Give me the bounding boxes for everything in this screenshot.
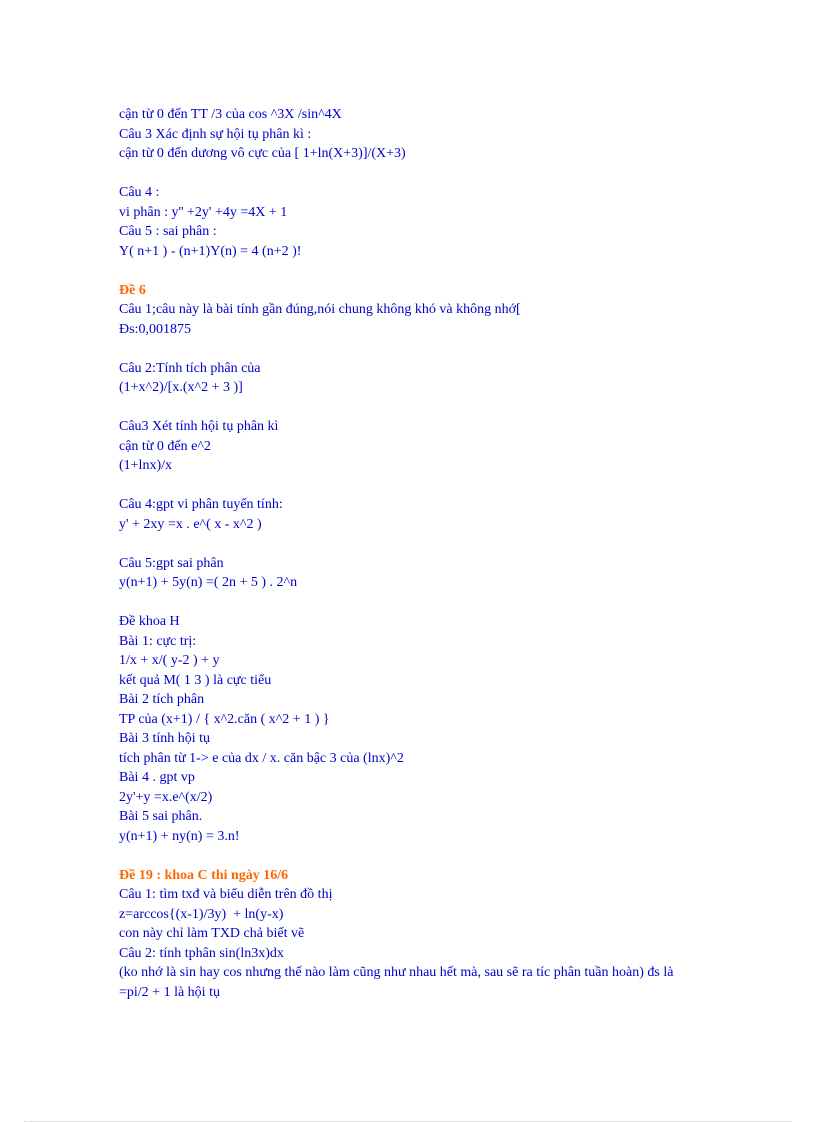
- text-line: TP của (x+1) / { x^2.căn ( x^2 + 1 ) }: [119, 711, 330, 727]
- text-line: Câu 4:gpt vi phân tuyến tính:: [119, 497, 283, 512]
- text-line: (1+x^2)/[x.(x^2 + 3 )]: [119, 380, 243, 395]
- text-line: Câu3 Xét tính hội tụ phân kì: [119, 419, 279, 434]
- text-line: Bài 5 sai phân.: [119, 809, 203, 824]
- text-line: y' + 2xy =x . e^( x - x^2 ): [119, 516, 262, 532]
- section-title-khoa-h: Đề khoa H: [119, 614, 180, 629]
- text-line: vi phân : y'' +2y' +4y =4X + 1: [119, 204, 288, 220]
- spacer: [119, 339, 779, 359]
- text-line: Câu 3 Xác định sự hội tụ phân kì :: [119, 126, 312, 142]
- text-line: Bài 1: cực trị:: [119, 633, 197, 649]
- text-line: Câu 4 :: [119, 185, 160, 200]
- text-line: Bài 2 tích phân: [119, 692, 205, 707]
- spacer: [119, 534, 779, 554]
- document-body: [119, 105, 779, 1002]
- text-line: tích phân từ 1-> e của dx / x. căn bậc 3 của (lnx)^2: [119, 750, 404, 766]
- text-line: Câu 5 : sai phân :: [119, 224, 217, 239]
- text-line: Câu 1: tìm txđ và biểu diễn trên đồ thị: [119, 887, 333, 902]
- page-bottom-divider: [24, 1121, 792, 1122]
- text-line: kết quả M( 1 3 ) là cực tiểu: [119, 672, 272, 688]
- text-line: cận từ 0 đến dương vô cực của [ 1+ln(X+3)]/(X+3): [119, 146, 406, 161]
- text-line: Câu 5:gpt sai phân: [119, 555, 224, 571]
- section-heading-de-19: Đề 19 : khoa C thi ngày 16/6: [119, 867, 289, 883]
- spacer: [119, 593, 779, 613]
- text-line: Y( n+1 ) - (n+1)Y(n) = 4 (n+2 )!: [119, 243, 302, 259]
- text-line: y(n+1) + 5y(n) =( 2n + 5 ) . 2^n: [119, 575, 298, 590]
- text-line: cận từ 0 đến TT /3 của cos ^3X /sin^4X: [119, 107, 342, 122]
- spacer: [119, 398, 779, 418]
- spacer: [119, 846, 779, 866]
- spacer: [119, 164, 779, 184]
- text-line: (1+lnx)/x: [119, 458, 172, 473]
- text-line: Câu 2:Tính tích phân của: [119, 360, 261, 376]
- text-line: Câu 2: tính tphân sin(ln3x)dx: [119, 945, 284, 961]
- text-line: Đs:0,001875: [119, 321, 191, 337]
- text-line: (ko nhớ là sin hay cos nhưng thế nào làm cũng như nhau hết mà, sau sẽ ra tíc phân tuần hoàn) đs là: [119, 965, 674, 980]
- text-line: cận từ 0 đến e^2: [119, 438, 211, 454]
- text-line: Bài 4 . gpt vp: [119, 770, 195, 785]
- text-line: 1/x + x/( y-2 ) + y: [119, 653, 220, 668]
- text-line: =pi/2 + 1 là hội tụ: [119, 984, 220, 1000]
- text-line: z=arccos{(x-1)/3y) + ln(y-x): [119, 906, 284, 922]
- section-heading-de-6: Đề 6: [119, 282, 146, 298]
- text-line: y(n+1) + ny(n) = 3.n!: [119, 828, 240, 844]
- spacer: [119, 261, 779, 281]
- text-line: Bài 3 tính hội tụ: [119, 731, 210, 746]
- text-line: con này chỉ làm TXD chả biết vẽ: [119, 926, 305, 941]
- text-line: 2y'+y =x.e^(x/2): [119, 789, 213, 805]
- text-line: Câu 1;câu này là bài tính gần đúng,nói chung không khó và không nhớ[: [119, 302, 521, 317]
- spacer: [119, 476, 779, 496]
